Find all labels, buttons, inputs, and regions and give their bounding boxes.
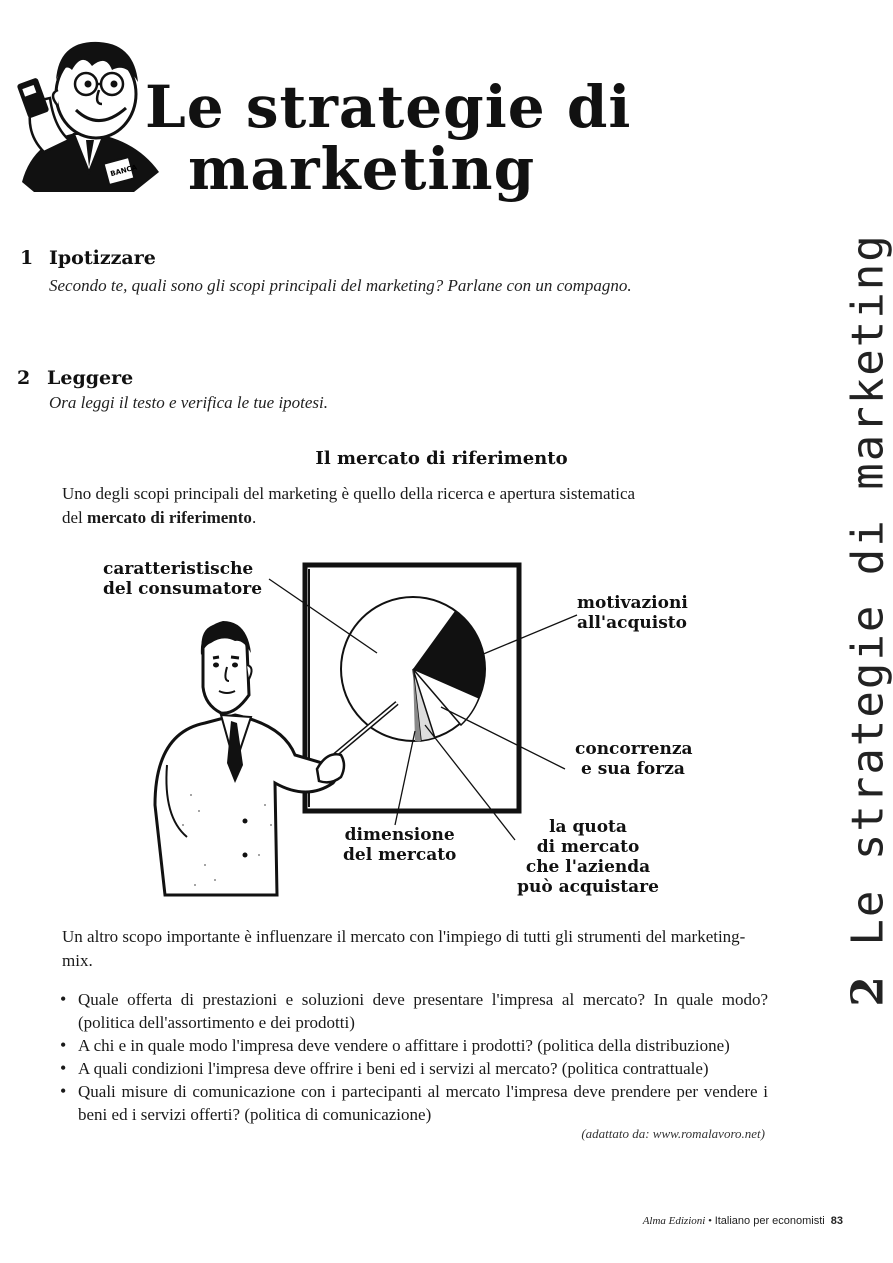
reading-title: Il mercato di riferimento [315,448,568,469]
list-item: • Quale offerta di prestazioni e soluzioni deve presentare l'impresa al mercato? In quale modo? (politica dell'assortimento e dei prodotti) [60,988,768,1034]
exercise-2-number: 2 [17,367,31,389]
intro-bold-term: mercato di riferimento [87,508,252,527]
label-competition: concorrenza e sua forza [575,739,693,779]
label-purchase-motivation: motivazioni all'acquisto [577,593,688,633]
label-market-share: la quota di mercato che l'azienda può acquistare [517,817,659,897]
list-item: • A chi e in quale modo l'impresa deve vendere o affittare i prodotti? (politica della distribuzione) [60,1034,768,1057]
page-title-line-2: marketing [188,135,536,203]
list-item: • Quali misure di comunicazione con i partecipanti al mercato l'impresa deve prendere per vendere i beni ed i servizi offerti? (politica di comunicazione) [60,1080,768,1126]
page-number: 83 [830,1215,843,1227]
mascot-illustration [14,32,164,192]
label-consumer-characteristics: caratteristische del consumatore [103,559,263,599]
market-diagram [95,555,735,900]
intro-paragraph [62,482,762,530]
exercise-1-number: 1 [20,247,34,269]
page-title-line-1: Le strategie di [145,73,632,141]
exercise-1-instruction: Secondo te, quali sono gli scopi principali del marketing? Parlane con un compagno. [49,276,632,295]
exercise-2-heading: Leggere [47,367,134,389]
label-market-size: dimensione del mercato [343,825,457,865]
side-chapter-title [842,233,893,1007]
side-chapter-text: Le strategie di marketing [842,233,893,946]
exercise-1-heading: Ipotizzare [49,247,156,269]
second-paragraph: Un altro scopo importante è influenzare il mercato con l'impiego di tutti gli strumenti del marketing-mix. [62,927,746,970]
source-citation: (adattato da: www.romalavoro.net) [581,1126,765,1141]
list-item: • A quali condizioni l'impresa deve offrire i beni ed i servizi al mercato? (politica contrattuale) [60,1057,768,1080]
intro-line-1: Uno degli scopi principali del marketing è quello della ricerca e apertura sistematica [62,484,636,503]
marketing-mix-questions [60,988,768,1126]
page-footer: Alma Edizioni • Italiano per economisti 83 [642,1215,843,1227]
intro-line-2: del mercato di riferimento. [62,508,257,527]
footer-publisher: Alma Edizioni [642,1215,706,1227]
footer-book-title: Italiano per economisti [714,1215,825,1227]
exercise-2-instruction: Ora leggi il testo e verifica le tue ipotesi. [49,393,329,412]
side-chapter-number: 2 [842,974,893,1007]
svg-text:BANCA: BANCA [109,163,138,179]
